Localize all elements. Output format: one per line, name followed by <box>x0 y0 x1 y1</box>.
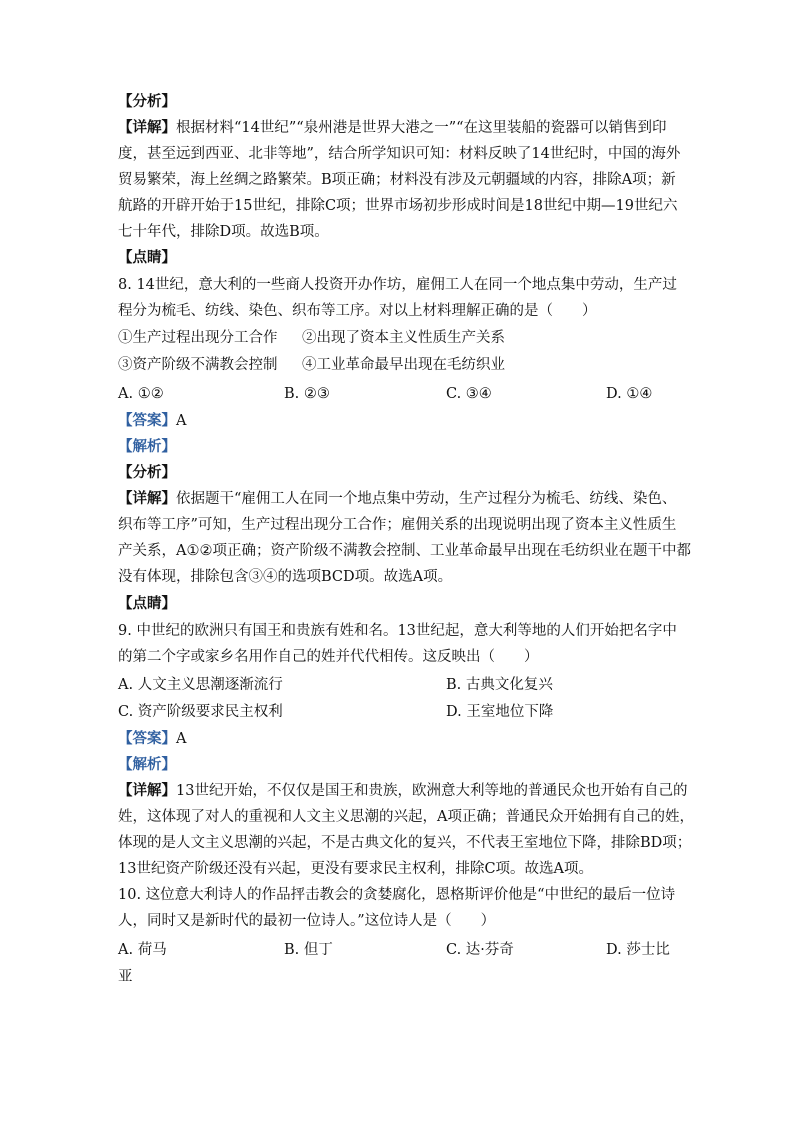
statement-item: ①生产过程出现分工合作 <box>118 330 278 346</box>
detail-paragraph-line <box>118 781 687 801</box>
question-stem: 9. 中世纪的欧洲只有国王和贵族有姓和名。13世纪起，意大利等地的人们开始把名字中 <box>118 623 677 639</box>
answer-value: A <box>176 731 187 747</box>
answer-line <box>118 411 186 431</box>
detail-tag: 【详解】 <box>118 490 176 507</box>
question-stem: 的第二个字或家乡名用作自己的姓并代代相传。这反映出（ ） <box>118 649 539 665</box>
detail-tag: 【详解】 <box>118 119 176 136</box>
highlight-heading: 【点睛】 <box>118 595 176 612</box>
question-stem: 人，同时又是新时代的最初一位诗人。”这位诗人是（ ） <box>118 913 496 929</box>
answer-value: A <box>176 413 187 429</box>
question-stem: 程分为梳毛、纺线、染色、织布等工序。对以上材料理解正确的是（ ） <box>118 303 597 319</box>
explanation-heading: 【解析】 <box>118 438 176 455</box>
option-c: C. 资产阶级要求民主权利 <box>118 704 283 720</box>
option-c: C. 达·芬奇 <box>446 942 514 958</box>
statement-item: ②出现了资本主义性质生产关系 <box>302 330 505 346</box>
option-c: C. ③④ <box>446 386 492 402</box>
option-d-wrap: 亚 <box>118 969 133 985</box>
detail-tag: 【详解】 <box>118 782 176 799</box>
explanation-heading: 【解析】 <box>118 756 176 773</box>
detail-paragraph-line: 姓，这体现了对人的重视和人文主义思潮的兴起，A项正确；普通民众开始拥有自己的姓， <box>118 809 694 825</box>
option-b: B. 但丁 <box>284 942 333 958</box>
answer-line <box>118 729 186 749</box>
statement-item: ③资产阶级不满教会控制 <box>118 357 278 373</box>
option-d: D. 王室地位下降 <box>446 704 554 720</box>
highlight-heading: 【点睛】 <box>118 249 176 266</box>
detail-paragraph-line: 没有体现，排除包含③④的选项BCD项。故选A项。 <box>118 569 453 585</box>
answer-tag: 【答案】 <box>118 730 176 747</box>
detail-text: 依据题干“雇佣工人在同一个地点集中劳动，生产过程分为梳毛、纺线、染色、 <box>176 491 677 507</box>
detail-paragraph-line: 贸易繁荣，海上丝绸之路繁荣。B项正确；材料没有涉及元朝疆域的内容，排除A项；新 <box>118 172 676 188</box>
option-a: A. 人文主义思潮逐渐流行 <box>118 677 283 693</box>
detail-paragraph-line: 13世纪资产阶级还没有兴起，更没有要求民主权利，排除C项。故选A项。 <box>118 861 594 877</box>
option-d: D. ①④ <box>606 386 653 402</box>
option-d: D. 莎士比 <box>606 942 670 958</box>
question-stem: 8. 14世纪，意大利的一些商人投资开办作坊，雇佣工人在同一个地点集中劳动，生产过 <box>118 277 677 293</box>
statement-item: ④工业革命最早出现在毛纺织业 <box>302 357 505 373</box>
option-a: A. ①② <box>118 386 164 402</box>
option-b: B. ②③ <box>284 386 330 402</box>
answer-tag: 【答案】 <box>118 412 176 429</box>
detail-paragraph-line: 度，甚至远到西亚、北非等地”，结合所学知识可知：材料反映了14世纪时，中国的海外 <box>118 146 681 162</box>
question-stem: 10. 这位意大利诗人的作品抨击教会的贪婪腐化，恩格斯评价他是“中世纪的最后一位诗 <box>118 887 676 903</box>
detail-paragraph-line: 织布等工序”可知，生产过程出现分工合作；雇佣关系的出现说明出现了资本主义性质生 <box>118 517 677 533</box>
analysis-heading: 【分析】 <box>118 93 176 110</box>
detail-paragraph-line <box>118 489 676 509</box>
detail-paragraph-line <box>118 118 667 138</box>
detail-text: 根据材料“14世纪”“泉州港是世界大港之一”“在这里装船的瓷器可以销售到印 <box>176 120 667 136</box>
analysis-heading: 【分析】 <box>118 464 176 481</box>
detail-paragraph-line: 体现的是人文主义思潮的兴起，不是古典文化的复兴，不代表王室地位下降，排除BD项； <box>118 835 692 851</box>
option-b: B. 古典文化复兴 <box>446 677 553 693</box>
option-a: A. 荷马 <box>118 942 167 958</box>
detail-paragraph-line: 航路的开辟开始于15世纪，排除C项；世界市场初步形成时间是18世纪中期—19世纪六 <box>118 198 678 214</box>
detail-paragraph-line: 七十年代，排除D项。故选B项。 <box>118 224 329 240</box>
detail-paragraph-line: 产关系，A①②项正确；资产阶级不满教会控制、工业革命最早出现在毛纺织业在题干中都 <box>118 543 691 559</box>
detail-text: 13世纪开始，不仅仅是国王和贵族，欧洲意大利等地的普通民众也开始有自己的 <box>176 783 688 799</box>
